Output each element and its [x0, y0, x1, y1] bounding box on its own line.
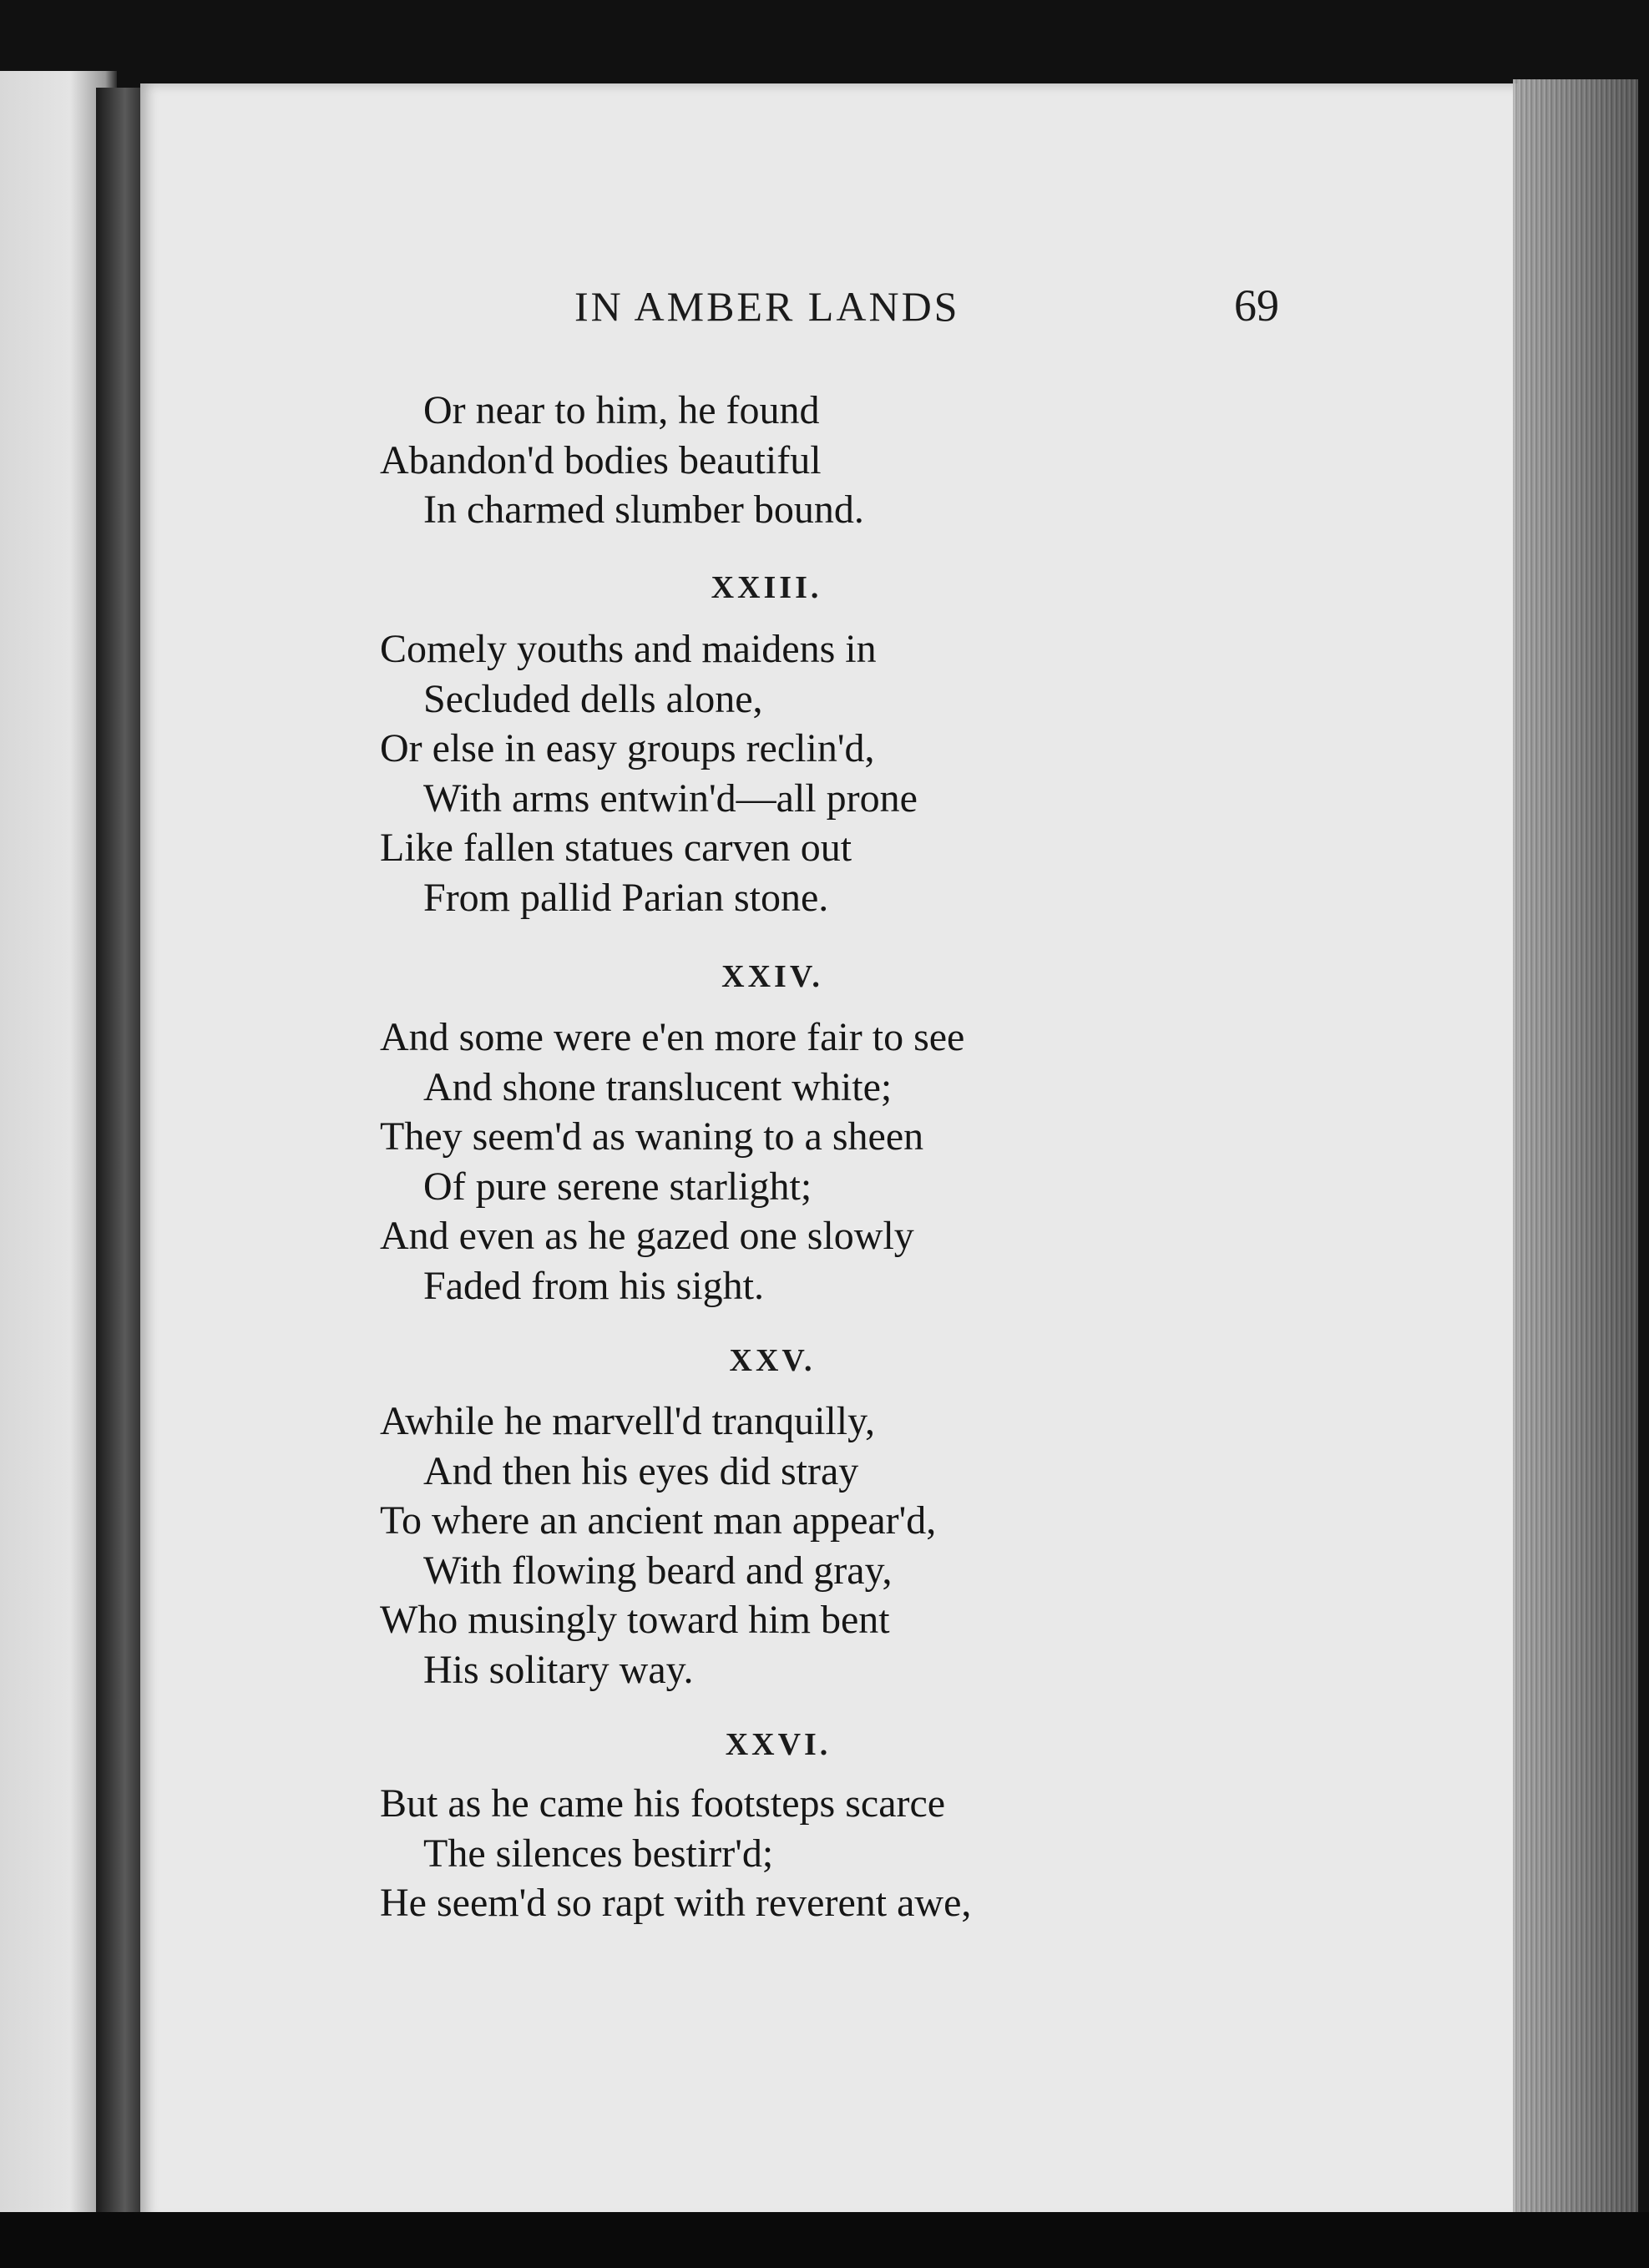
opening-lines [380, 386, 1131, 535]
verse-line: Or near to him, he found [423, 388, 820, 432]
stanza-numeral: XXIV. [721, 959, 823, 994]
verse-line: Awhile he marvell'd tranquilly, [380, 1399, 875, 1443]
scan-border [0, 2212, 1649, 2268]
verse-line: And even as he gazed one slowly [380, 1214, 914, 1258]
stanza-numeral: XXV. [729, 1343, 816, 1378]
verse-line: His solitary way. [423, 1647, 694, 1692]
verse-line: Of pure serene starlight; [423, 1164, 812, 1209]
stanza-xxiv [380, 1013, 1131, 1311]
verse-line: In charmed slumber bound. [423, 487, 864, 532]
verse-line: And then his eyes did stray [423, 1448, 859, 1493]
stanza-xxv [380, 1397, 1131, 1695]
verse-line: Who musingly toward him bent [380, 1598, 890, 1642]
verse-line: To where an ancient man appear'd, [380, 1498, 937, 1543]
verse-line: Faded from his sight. [423, 1263, 764, 1308]
verse-line: With arms entwin'd—all prone [423, 775, 918, 821]
verse-line: And some were e'en more fair to see [380, 1015, 965, 1059]
page-number: 69 [1234, 280, 1279, 331]
verse-line: And shone translucent white; [423, 1064, 893, 1109]
verse-line: They seem'd as waning to a sheen [380, 1114, 924, 1159]
stanza-xxiii [380, 624, 1131, 922]
verse-line: Abandon'd bodies beautiful [380, 437, 822, 482]
verse-line: But as he came his footsteps scarce [380, 1781, 946, 1826]
verse-line: The silences bestirr'd; [423, 1831, 774, 1876]
stanza-numeral: XXIII. [711, 570, 822, 605]
verse-line: Or else in easy groups reclin'd, [380, 726, 875, 770]
verse-line: Comely youths and maidens in [380, 627, 877, 671]
stanza-numeral: XXVI. [725, 1727, 832, 1762]
running-title: IN AMBER LANDS [574, 283, 960, 330]
page-edges [1513, 79, 1638, 2225]
verse-line: From pallid Parian stone. [423, 875, 829, 920]
verse-line: With flowing beard and gray, [423, 1548, 893, 1593]
book-gutter [96, 88, 144, 2220]
verse-line: Like fallen statues carven out [380, 826, 852, 870]
verse-line: Secluded dells alone, [423, 676, 763, 721]
verse-line: He seem'd so rapt with reverent awe, [380, 1881, 972, 1925]
stanza-xxvi [380, 1779, 1131, 1928]
